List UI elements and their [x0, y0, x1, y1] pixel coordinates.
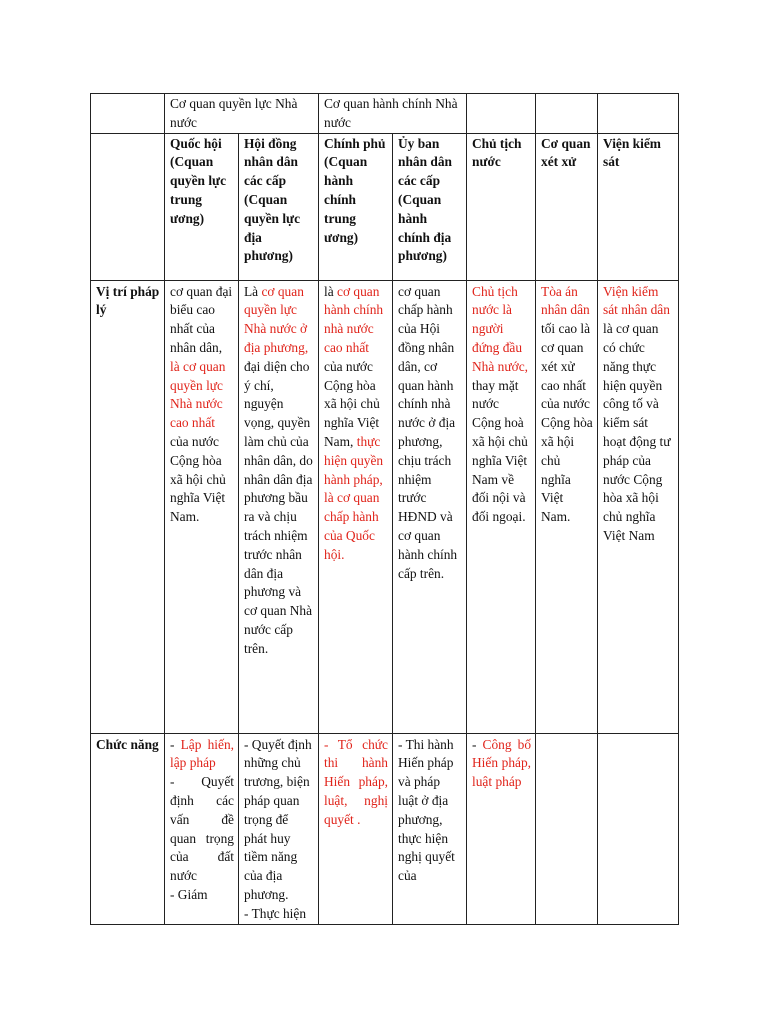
cell-quoc-hoi-vi-tri: cơ quan đại biểu cao nhất của nhân dân, là cơ quan quyền lực Nhà nước cao nhất của nước Cộng hòa xã hội chủ nghĩa Việt Nam.	[165, 280, 239, 733]
cell-chinh-phu-vi-tri: là cơ quan hành chính nhà nước cao nhất của nước Cộng hòa xã hội chủ nghĩa Việt Nam, thực hiện quyền hành pháp, là cơ quan chấp hành của Quốc hội.	[319, 280, 393, 733]
cell-co-quan-xet-xu-vi-tri: Tòa án nhân dân tối cao là cơ quan xét xử cao nhất của nước Cộng hòa xã hội chủ nghĩa Việt Nam.	[536, 280, 598, 733]
cell-vien-kiem-sat-chuc-nang	[598, 733, 679, 924]
column-header-co-quan-xet-xu: Cơ quan xét xử	[536, 133, 598, 280]
cell-vien-kiem-sat-vi-tri: Viện kiểm sát nhân dân là cơ quan có chức năng thực hiện quyền công tố và kiểm sát hoạt động tư pháp của nước Cộng hòa xã hội chủ nghĩa Việt Nam	[598, 280, 679, 733]
cell-hdnd-chuc-nang: - Quyết định những chủ trương, biện pháp quan trọng để phát huy tiềm năng của địa phương. - Thực hiện	[239, 733, 319, 924]
column-header-vien-kiem-sat: Viện kiểm sát	[598, 133, 679, 280]
row-label-chuc-nang: Chức năng	[91, 733, 165, 924]
cell-ubnd-chuc-nang: - Thi hành Hiến pháp và pháp luật ở địa phương, thực hiện nghị quyết của	[393, 733, 467, 924]
table-row	[91, 733, 679, 924]
row-label-vi-tri-phap-ly: Vị trí pháp lý	[91, 280, 165, 733]
column-header-hdnd: Hội đồng nhân dân các cấp (Cquan quyền lực địa phương)	[239, 133, 319, 280]
cell-chu-tich-nuoc-vi-tri: Chủ tịch nước là người đứng đầu Nhà nước, thay mặt nước Cộng hoà xã hội chủ nghĩa Việt Nam về đối nội và đối ngoại.	[467, 280, 536, 733]
table-row	[91, 280, 679, 733]
corner-cell	[91, 94, 165, 134]
cell-hdnd-vi-tri: Là cơ quan quyền lực Nhà nước ở địa phương, đại diện cho ý chí, nguyện vọng, quyền làm chủ của nhân dân, do nhân dân địa phương bầu ra và chịu trách nhiệm trước nhân dân địa phương và cơ quan Nhà nước cấp trên.	[239, 280, 319, 733]
column-header-chinh-phu: Chính phủ (Cquan hành chính trung ương)	[319, 133, 393, 280]
column-header-row	[91, 133, 679, 280]
group-header-hanh-chinh: Cơ quan hành chính Nhà nước	[319, 94, 467, 134]
group-header-quyen-luc: Cơ quan quyền lực Nhà nước	[165, 94, 319, 134]
column-header-blank	[91, 133, 165, 280]
empty-header-cell	[598, 94, 679, 134]
column-header-chu-tich-nuoc: Chủ tịch nước	[467, 133, 536, 280]
cell-quoc-hoi-chuc-nang: - Lập hiến, lập pháp - Quyết định các vấn đề quan trọng của đất nước - Giám	[165, 733, 239, 924]
comparison-table	[90, 93, 679, 925]
cell-ubnd-vi-tri: cơ quan chấp hành của Hội đồng nhân dân, cơ quan hành chính nhà nước ở địa phương, chịu trách nhiệm trước HĐND và cơ quan hành chính cấp trên.	[393, 280, 467, 733]
column-header-ubnd: Ủy ban nhân dân các cấp (Cquan hành chính địa phương)	[393, 133, 467, 280]
empty-header-cell	[467, 94, 536, 134]
cell-chu-tich-nuoc-chuc-nang: - Công bố Hiến pháp, luật pháp	[467, 733, 536, 924]
group-header-row	[91, 94, 679, 134]
column-header-quoc-hoi: Quốc hội (Cquan quyền lực trung ương)	[165, 133, 239, 280]
empty-header-cell	[536, 94, 598, 134]
cell-chinh-phu-chuc-nang: - Tổ chức thi hành Hiến pháp, luật, nghị quyết .	[319, 733, 393, 924]
cell-co-quan-xet-xu-chuc-nang	[536, 733, 598, 924]
